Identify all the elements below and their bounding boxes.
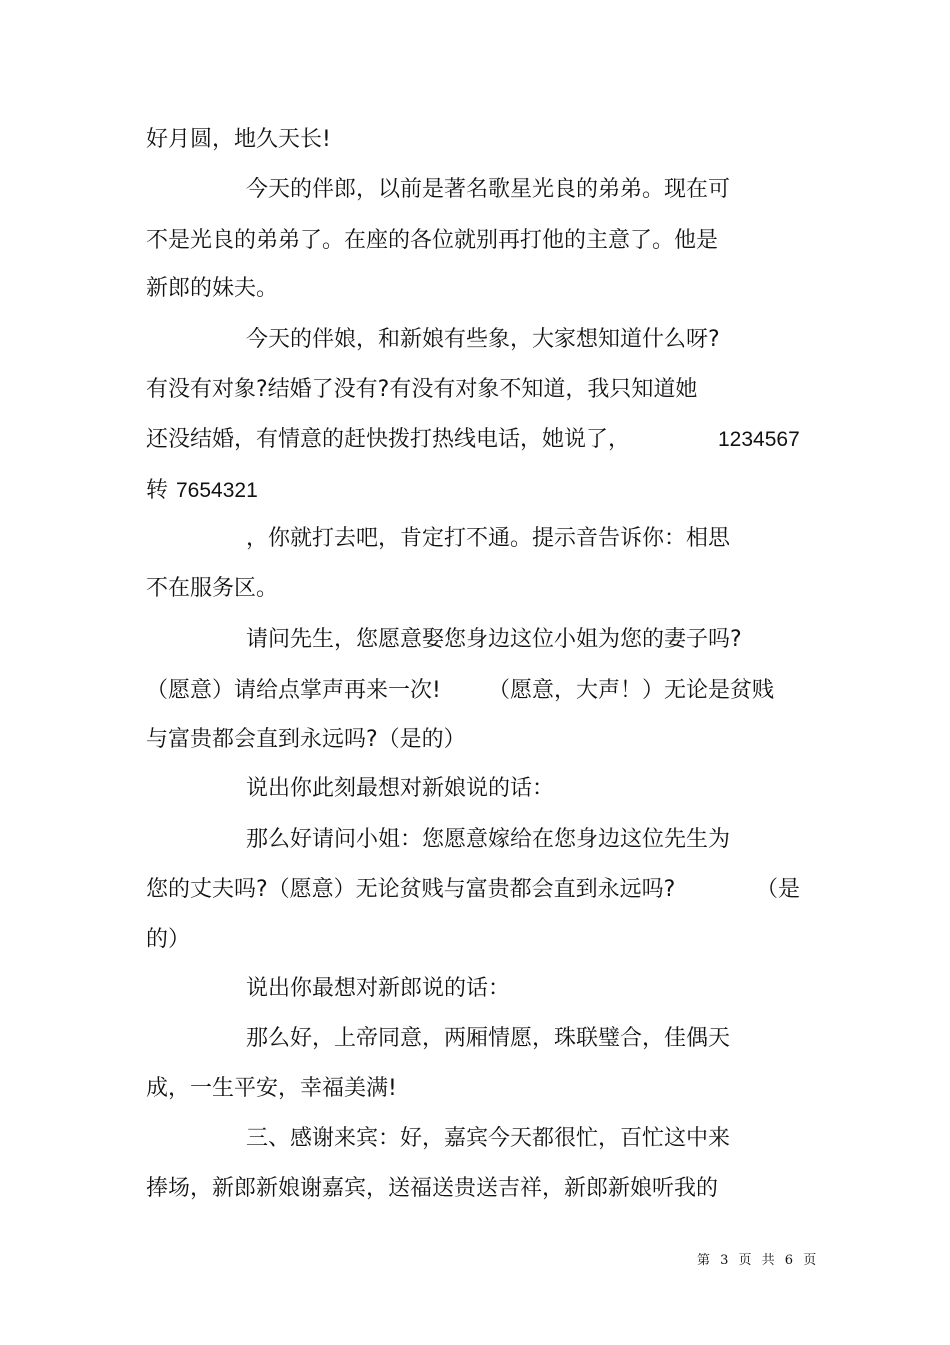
text-line: 今天的伴娘，和新娘有些象，大家想知道什么呀? (246, 327, 720, 352)
text-line: ，你就打去吧，肯定打不通。提示音告诉你：相思 (246, 526, 731, 551)
extension-number: 7654321 (176, 479, 258, 502)
text-line: 那么好，上帝同意，两厢情愿，珠联璧合，佳偶天 (246, 1026, 731, 1051)
text-line: 与富贵都会直到永远吗?（是的） (146, 727, 466, 752)
text-line: 说出你最想对新郎说的话： (246, 976, 511, 1001)
text-line: （愿意）请给点掌声再来一次! (146, 678, 441, 703)
phone-number: 1234567 (718, 428, 800, 451)
text-line: 请问先生，您愿意娶您身边这位小姐为您的妻子吗? (246, 627, 742, 652)
text-line: 成，一生平安，幸福美满! (146, 1076, 397, 1101)
text-line: 的） (146, 927, 191, 952)
text-line: 三、感谢来宾：好，嘉宾今天都很忙，百忙这中来 (246, 1126, 731, 1151)
text-line: 转 (146, 478, 169, 503)
text-line: 那么好请问小姐：您愿意嫁给在您身边这位先生为 (246, 827, 731, 852)
page-number: 第 3 页 共 6 页 (697, 1253, 820, 1268)
text-line: 新郎的妹夫。 (146, 276, 279, 301)
text-line: 不是光良的弟弟了。在座的各位就别再打他的主意了。他是 (146, 228, 719, 253)
text-line: 说出你此刻最想对新娘说的话： (246, 776, 555, 801)
text-line: 有没有对象?结婚了没有?有没有对象不知道，我只知道她 (146, 377, 698, 402)
text-line: 捧场，新郎新娘谢嘉宾，送福送贵送吉祥，新郎新娘听我的 (146, 1176, 719, 1201)
text-line: 还没结婚，有情意的赶快拨打热线电话，她说了， (146, 427, 631, 452)
text-line: （是 (756, 877, 801, 902)
text-line: 不在服务区。 (146, 576, 279, 601)
text-line: （愿意，大声！）无论是贫贱 (488, 678, 775, 703)
text-line: 好月圆，地久天长! (146, 127, 331, 152)
text-line: 今天的伴郎，以前是著名歌星光良的弟弟。现在可 (246, 177, 731, 202)
text-line: 您的丈夫吗?（愿意）无论贫贱与富贵都会直到永远吗? (146, 877, 676, 902)
